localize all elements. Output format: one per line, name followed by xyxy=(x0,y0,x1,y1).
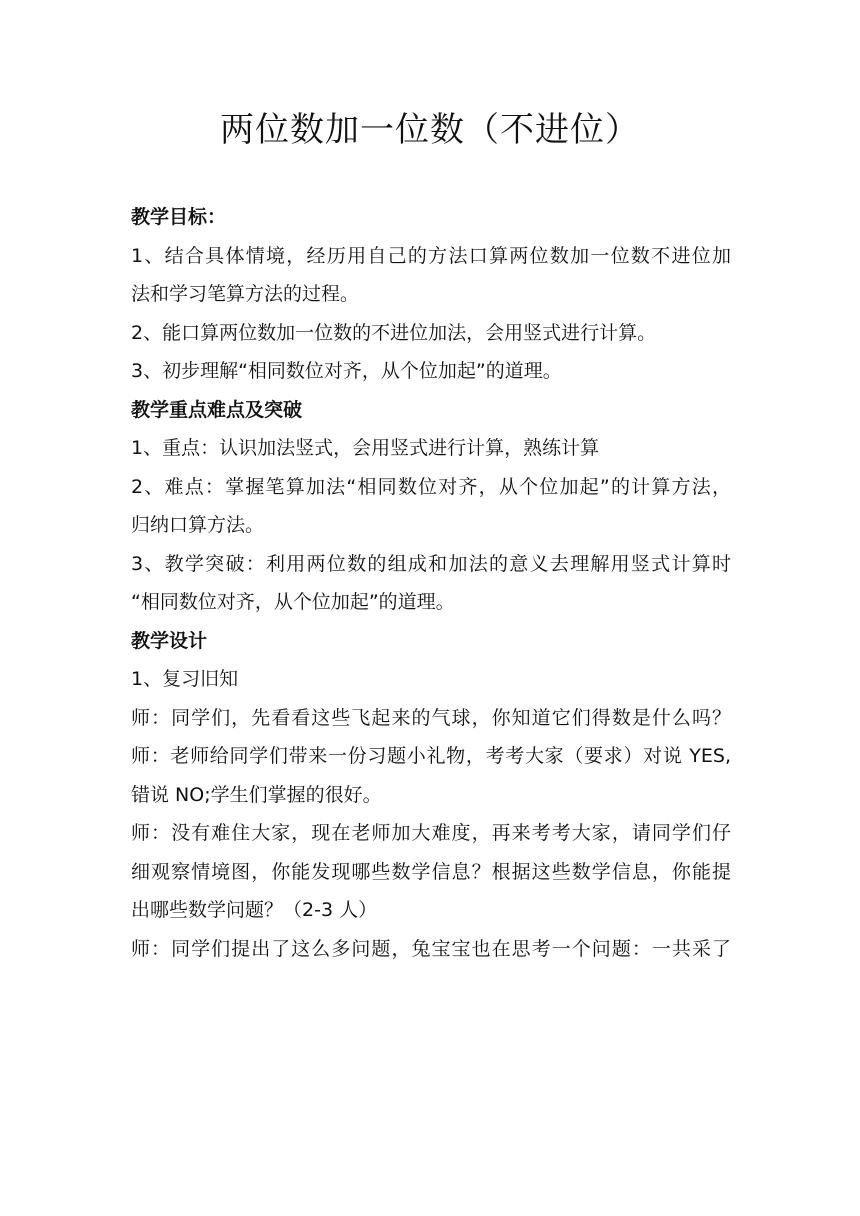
paragraph-line: 1、复习旧知 xyxy=(131,668,239,690)
paragraph-line: 师：同学们提出了这么多问题，兔宝宝也在思考一个问题：一共采了 xyxy=(131,937,731,960)
paragraph-line: 师：老师给同学们带来一份习题小礼物，考考大家（要求）对说 YES, xyxy=(131,745,731,767)
paragraph-line: 法和学习笔算方法的过程。 xyxy=(131,283,360,305)
paragraph-line: 错说 NO;学生们掌握的很好。 xyxy=(131,783,382,806)
paragraph-line: 2、能口算两位数加一位数的不进位加法，会用竖式进行计算。 xyxy=(131,321,657,344)
paragraph-line: 3、初步理解“相同数位对齐，从个位加起”的道理。 xyxy=(131,360,562,382)
paragraph-line: 师：没有难住大家，现在老师加大难度，再来考考大家，请同学们仔 xyxy=(131,822,731,844)
paragraph-line: 1、结合具体情境，经历用自己的方法口算两位数加一位数不进位加 xyxy=(131,244,731,267)
paragraph-line: 师：同学们，先看看这些飞起来的气球，你知道它们得数是什么吗？ xyxy=(131,706,731,729)
paragraph-line: “相同数位对齐，从个位加起”的道理。 xyxy=(131,591,455,613)
section-heading-key-points: 教学重点难点及突破 xyxy=(131,398,303,421)
paragraph-line: 出哪些数学问题？（2-3 人） xyxy=(131,899,378,921)
paragraph-line: 3、教学突破：利用两位数的组成和加法的意义去理解用竖式计算时 xyxy=(131,552,731,575)
paragraph-line: 归纳口算方法。 xyxy=(131,514,265,536)
section-heading-objectives: 教学目标： xyxy=(131,206,227,228)
paragraph-line: 细观察情境图，你能发现哪些数学信息？根据这些数学信息，你能提 xyxy=(131,860,731,883)
section-heading-design: 教学设计 xyxy=(131,629,208,652)
paragraph-line: 2、难点：掌握笔算加法“相同数位对齐，从个位加起”的计算方法， xyxy=(131,475,731,498)
paragraph-line: 1、重点：认识加法竖式，会用竖式进行计算，熟练计算 xyxy=(131,437,600,459)
document-title: 两位数加一位数（不进位） xyxy=(220,110,640,150)
document-body xyxy=(131,198,731,968)
